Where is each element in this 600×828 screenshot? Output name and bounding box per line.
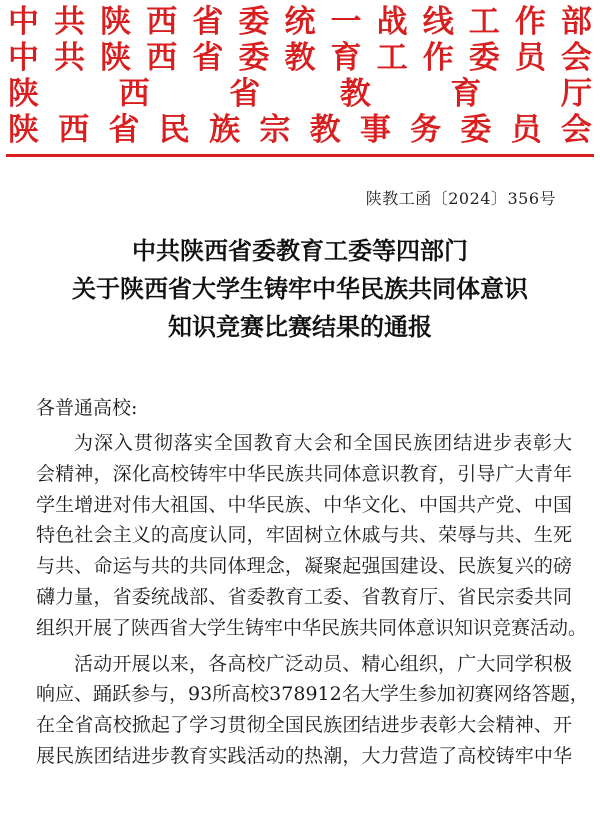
letterhead-line-education-department (8, 76, 592, 112)
body-line: 会精神，深化高校铸牢中华民族共同体意识教育，引导广大青年 (36, 462, 572, 485)
letterhead-char: 西 (58, 112, 90, 148)
letterhead-char: 省 (229, 76, 261, 112)
letterhead-char: 育 (450, 76, 482, 112)
letterhead-char: 宗 (259, 112, 291, 148)
letterhead-char: 工 (468, 4, 500, 40)
letterhead-char: 战 (376, 4, 408, 40)
body-line: 在全省高校掀起了学习贯彻全国民族团结进步表彰大会精神、开 (36, 714, 572, 737)
document-title (0, 232, 600, 346)
body-line: 礴力量，省委统战部、省委教育工委、省教育厅、省民宗委共同 (36, 585, 572, 608)
letterhead-char: 工 (376, 40, 408, 76)
letterhead-char: 委 (460, 112, 492, 148)
letterhead-char: 委 (238, 40, 270, 76)
letterhead-char: 共 (54, 40, 86, 76)
body-line: 与共、命运与共的共同体理念，凝聚起强国建设、民族复兴的磅 (36, 555, 572, 578)
letterhead-char: 会 (560, 40, 592, 76)
letterhead-line-united-front (8, 4, 592, 40)
title-line: 中共陕西省委教育工委等四部门 (132, 236, 468, 265)
letterhead-line-education-committee (8, 40, 592, 76)
letterhead-char: 西 (146, 4, 178, 40)
body-line: 组织开展了陕西省大学生铸牢中华民族共同体意识知识竞赛活动。 (36, 616, 588, 639)
letterhead (8, 4, 592, 148)
red-divider-line (6, 154, 594, 157)
letterhead-char: 省 (108, 112, 140, 148)
letterhead-char: 育 (330, 40, 362, 76)
letterhead-char: 陕 (8, 112, 39, 148)
salutation: 各普通高校: (36, 397, 138, 419)
letterhead-char: 中 (8, 4, 39, 40)
letterhead-char: 部 (560, 4, 592, 40)
letterhead-char: 员 (510, 112, 542, 148)
letterhead-line-ethnic-religious-committee (8, 112, 592, 148)
body-line: 展民族团结进步教育实践活动的热潮，大力营造了高校铸牢中华 (36, 744, 572, 767)
letterhead-char: 省 (192, 4, 224, 40)
letterhead-char: 省 (192, 40, 224, 76)
body-line: 学生增进对伟大祖国、中华民族、中华文化、中国共产党、中国 (36, 493, 572, 516)
letterhead-char: 事 (359, 112, 391, 148)
document-number: 陕教工函〔2024〕356号 (365, 189, 556, 208)
letterhead-char: 陕 (100, 40, 132, 76)
letterhead-char: 委 (468, 40, 500, 76)
letterhead-char: 族 (209, 112, 241, 148)
letterhead-char: 民 (158, 112, 190, 148)
letterhead-char: 厅 (560, 76, 592, 112)
body-line: 响应、踊跃参与，93所高校378912名大学生参加初赛网络答题， (36, 683, 589, 706)
body-line: 活动开展以来，各高校广泛动员、精心组织，广大同学积极 (74, 652, 572, 675)
letterhead-char: 作 (422, 40, 454, 76)
letterhead-char: 作 (514, 4, 546, 40)
letterhead-char: 共 (54, 4, 86, 40)
title-line: 知识竞赛比赛结果的通报 (168, 312, 432, 341)
letterhead-char: 一 (330, 4, 362, 40)
letterhead-char: 陕 (100, 4, 132, 40)
letterhead-char: 务 (410, 112, 442, 148)
letterhead-char: 教 (339, 76, 371, 112)
letterhead-char: 统 (284, 4, 316, 40)
letterhead-char: 西 (118, 76, 150, 112)
letterhead-char: 西 (146, 40, 178, 76)
body-line: 特色社会主义的高度认同，牢固树立休戚与共、荣辱与共、生死 (36, 524, 572, 547)
letterhead-char: 线 (422, 4, 454, 40)
letterhead-char: 会 (560, 112, 592, 148)
letterhead-char: 陕 (8, 76, 39, 112)
letterhead-char: 中 (8, 40, 39, 76)
letterhead-char: 教 (309, 112, 341, 148)
letterhead-char: 员 (514, 40, 546, 76)
letterhead-char: 教 (284, 40, 316, 76)
body-line: 为深入贯彻落实全国教育大会和全国民族团结进步表彰大 (74, 432, 572, 454)
title-line: 关于陕西省大学生铸牢中华民族共同体意识 (72, 274, 528, 303)
letterhead-char: 委 (238, 4, 270, 40)
document-body (36, 428, 589, 772)
